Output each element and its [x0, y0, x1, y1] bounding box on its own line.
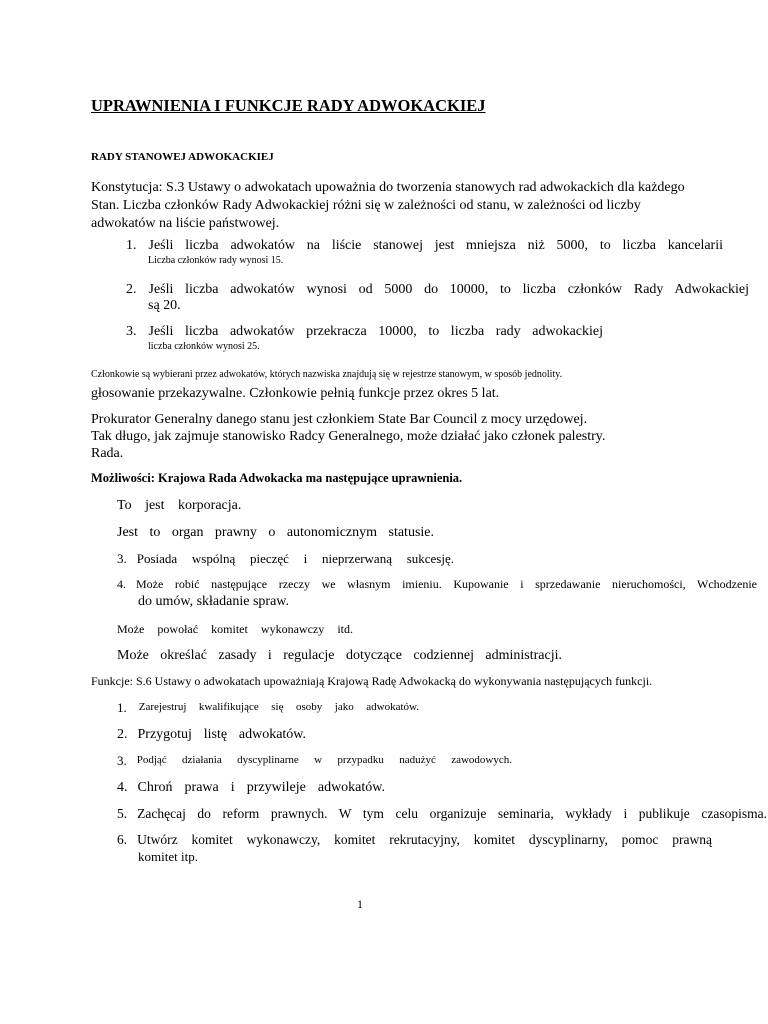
list-text: Przygotuj listę adwokatów. — [137, 727, 306, 742]
election-line-2: głosowanie przekazywalne. Członkowie pełnią funkcje przez okres 5 lat. — [91, 386, 500, 401]
list-number: 6. — [117, 832, 128, 847]
list-item — [117, 832, 712, 865]
list-item — [117, 700, 419, 716]
list-number: 4. — [117, 780, 128, 795]
list-text: Jeśli liczba adwokatów na liście stanowej jest mniejsza niż 5000, to liczba kancelarii — [148, 238, 723, 253]
list-text: Może robić następujące rzeczy we własnym imieniu. Kupowanie i sprzedawanie nieruchomości, Wchodzenie — [136, 577, 757, 591]
list-item — [117, 498, 242, 514]
list-number: 2. — [126, 282, 137, 297]
list-item — [117, 551, 454, 567]
list-text: Jeśli liczba adwokatów wynosi od 5000 do 10000, to liczba członków Rady Adwokackiej — [148, 282, 749, 297]
prosecutor-line-1: Prokurator Generalny danego stanu jest członkiem State Bar Council z mocy urzędowej. — [91, 412, 588, 427]
prosecutor-paragraph — [91, 411, 721, 463]
list-item — [117, 806, 767, 822]
list-number: 1. — [117, 700, 127, 715]
list-number: 1. — [126, 238, 137, 253]
list-subtext: komitet itp. — [138, 849, 198, 864]
list-text: Posiada wspólną pieczęć i nieprzerwaną sukcesję. — [136, 551, 454, 566]
list-text: Utwórz komitet wykonawczy, komitet rekrutacyjny, komitet dyscyplinarny, pomoc prawną — [137, 832, 712, 847]
list-item — [117, 753, 512, 769]
list-text: Może powołać komitet wykonawczy itd. — [117, 622, 353, 636]
list-subtext: Liczba członków rady wynosi 15. — [148, 255, 284, 266]
intro-line-3: adwokatów na liście państwowej. — [91, 216, 280, 231]
list-number: 2. — [117, 727, 128, 742]
list-number: 4. — [117, 577, 126, 591]
list-number: 3. — [117, 551, 127, 566]
list-number: 5. — [117, 806, 128, 821]
list-text: Chroń prawa i przywileje adwokatów. — [137, 780, 385, 795]
intro-paragraph — [91, 179, 721, 233]
list-item — [126, 238, 723, 266]
powers-heading: Możliwości: Krajowa Rada Adwokacka ma następujące uprawnienia. — [91, 471, 463, 485]
list-subtext: do umów, składanie spraw. — [138, 594, 289, 609]
list-text: Jest to organ prawny o autonomicznym statusie. — [117, 525, 434, 540]
document-title: UPRAWNIENIA I FUNKCJE RADY ADWOKACKIEJ — [91, 96, 486, 115]
list-subtext: są 20. — [148, 298, 181, 313]
list-item — [117, 780, 385, 796]
list-text: Zarejestruj kwalifikujące się osoby jako adwokatów. — [138, 701, 419, 713]
list-number: 3. — [126, 324, 137, 339]
election-line-1: Członkowie są wybierani przez adwokatów, których nazwiska znajdują się w rejestrze stanowym, w sposób jednolity. — [91, 369, 563, 380]
list-text: To jest korporacja. — [117, 498, 242, 513]
page-number: 1 — [357, 897, 363, 911]
list-item — [117, 727, 306, 743]
intro-line-1: Konstytucja: S.3 Ustawy o adwokatach upoważnia do tworzenia stanowych rad adwokackich dla każdego — [91, 180, 685, 195]
prosecutor-line-3: Rada. — [91, 446, 124, 461]
list-text: Jeśli liczba adwokatów przekracza 10000, to liczba rady adwokackiej — [148, 324, 603, 339]
list-number: 3. — [117, 753, 127, 768]
list-item — [117, 577, 757, 610]
list-item — [126, 324, 603, 352]
list-subtext: liczba członków wynosi 25. — [148, 341, 260, 352]
list-item — [126, 282, 749, 314]
list-text: Podjąć działania dyscyplinarne w przypadku nadużyć zawodowych. — [136, 754, 512, 766]
document-subtitle: RADY STANOWEJ ADWOKACKIEJ — [91, 151, 274, 163]
functions-heading: Funkcje: S.6 Ustawy o adwokatach upoważniają Krajową Radę Adwokacką do wykonywania następujących funkcji. — [91, 674, 653, 688]
intro-line-2: Stan. Liczba członków Rady Adwokackiej różni się w zależności od stanu, w zależności od liczby — [91, 198, 641, 213]
prosecutor-line-2: Tak długo, jak zajmuje stanowisko Radcy Generalnego, może działać jako członek palestry. — [91, 429, 606, 444]
list-text: Może określać zasady i regulacje dotyczące codziennej administracji. — [117, 648, 562, 663]
list-text: Zachęcaj do reform prawnych. W tym celu organizuje seminaria, wykłady i publikuje czasopisma. — [137, 806, 767, 821]
